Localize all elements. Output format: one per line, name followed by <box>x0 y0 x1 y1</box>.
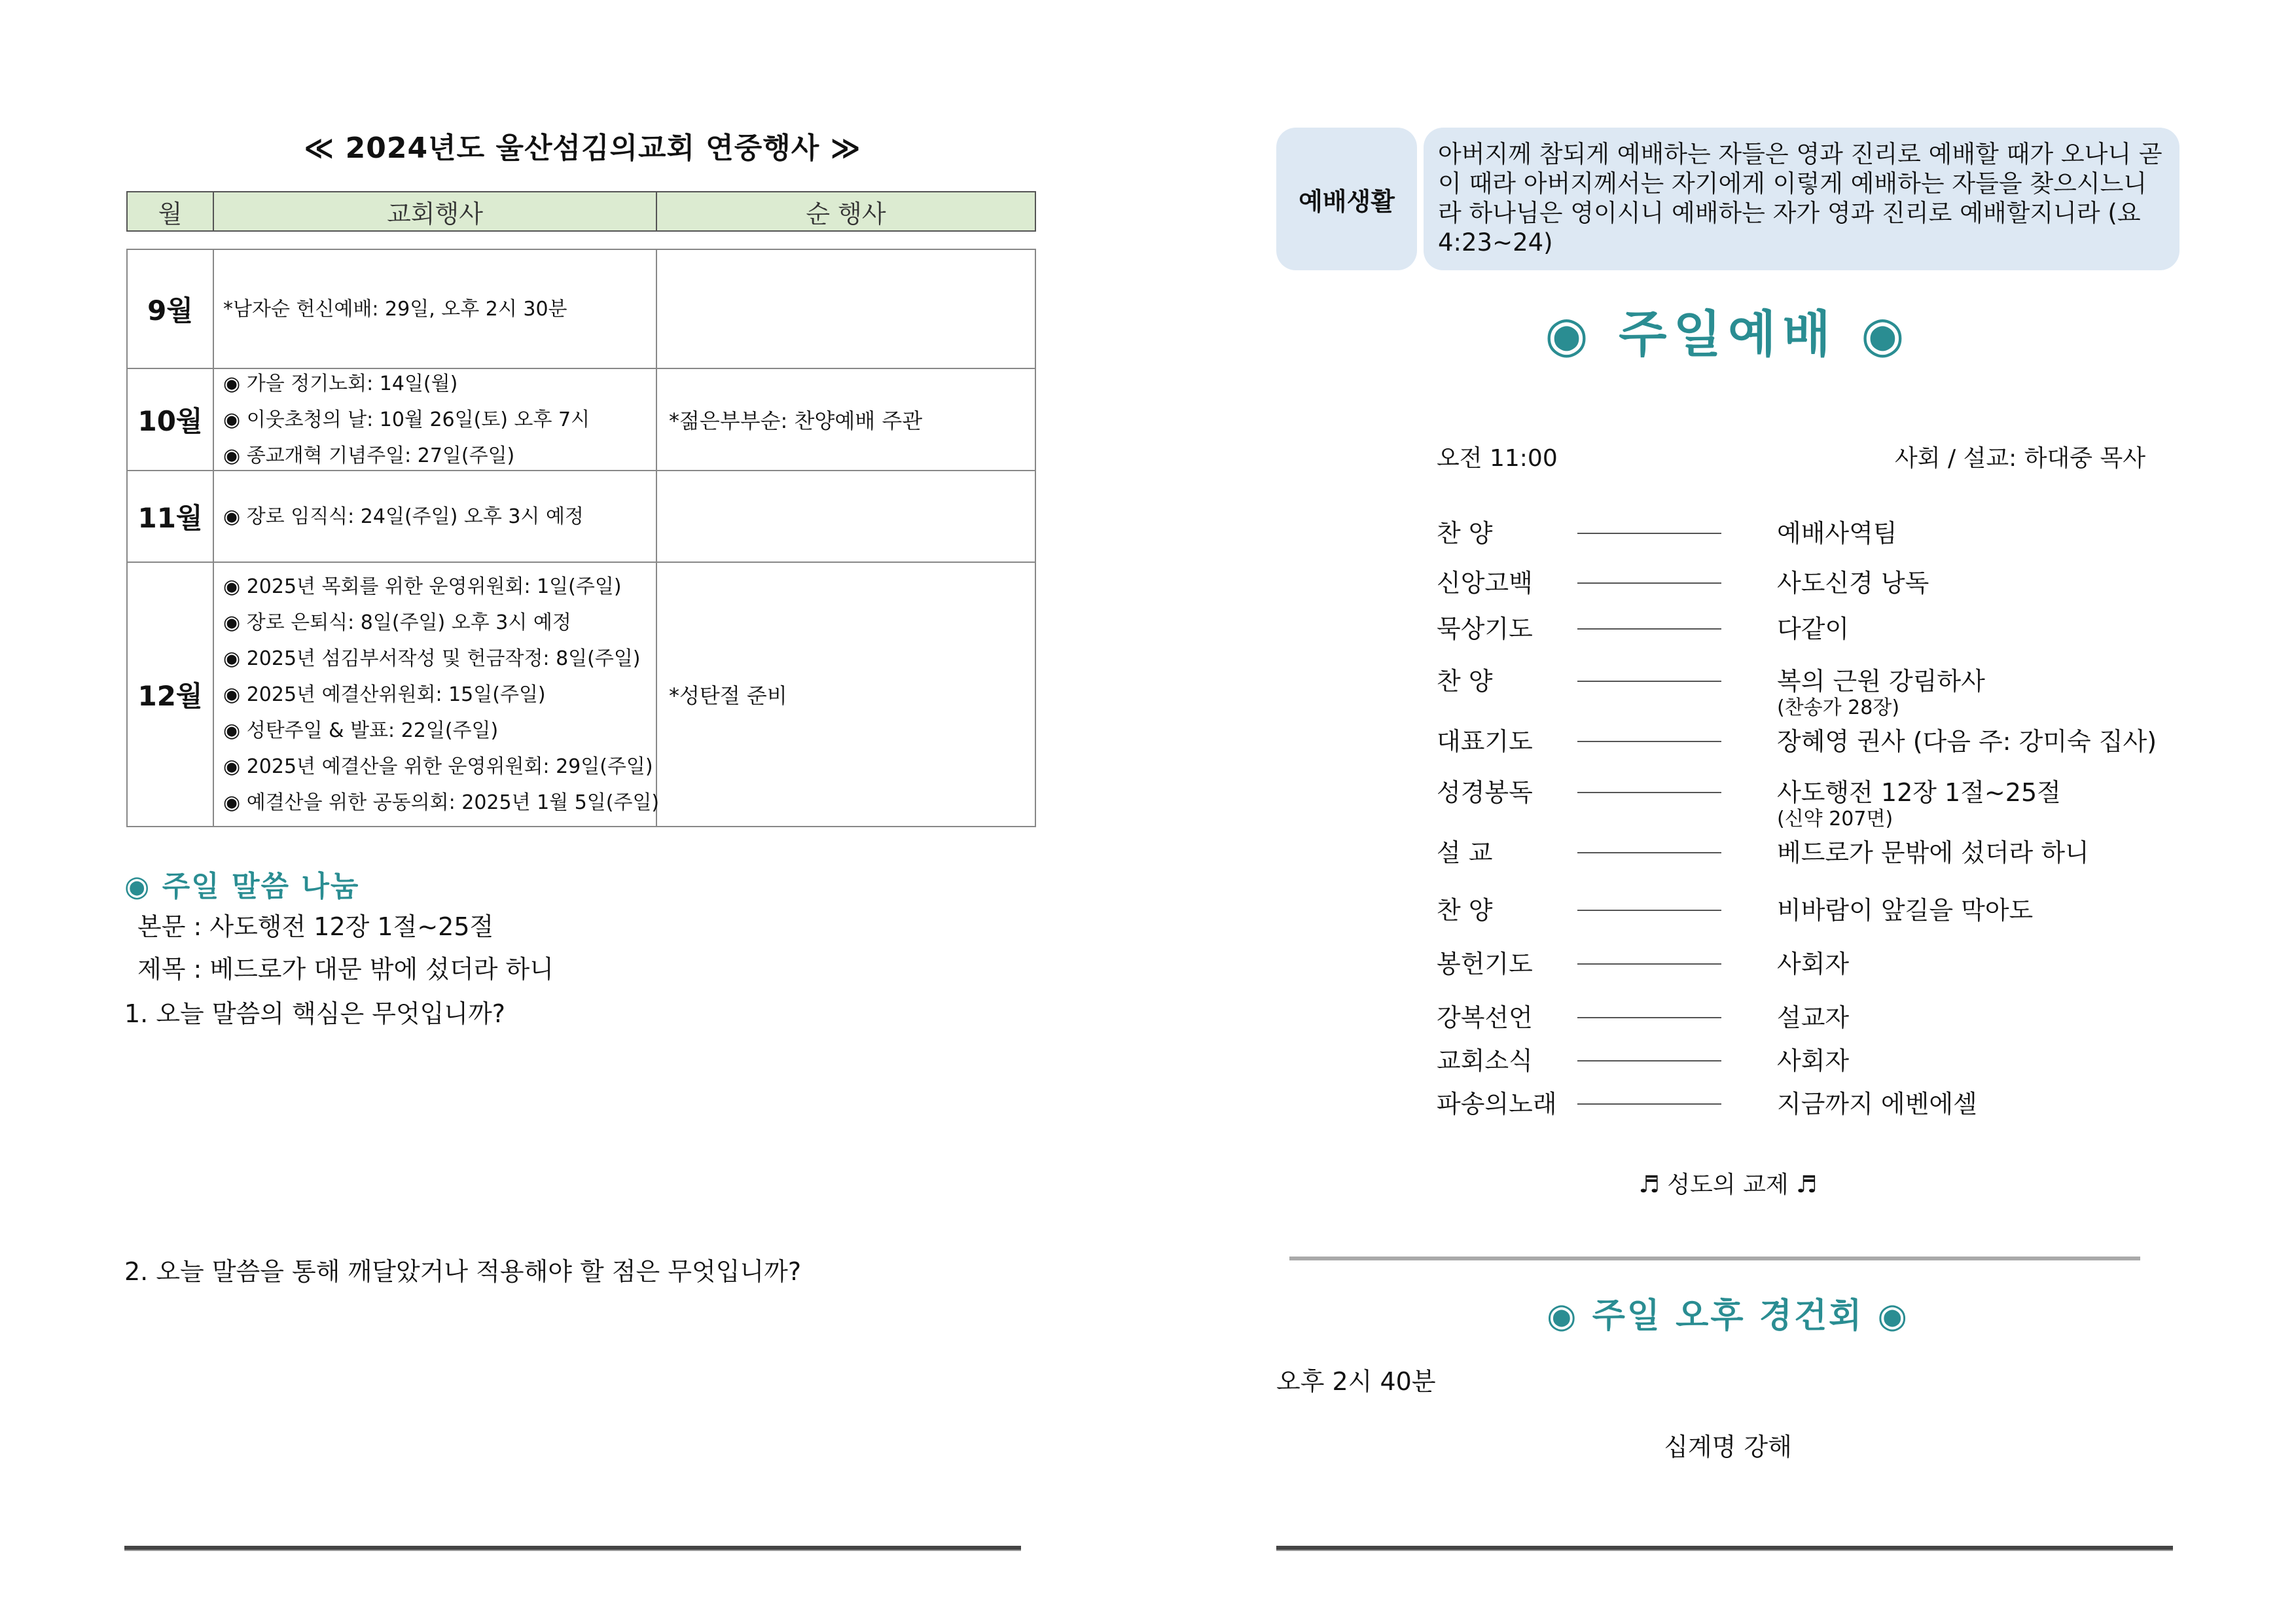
header-church-events: 교회행사 <box>214 192 657 230</box>
order-value: 예배사역팀 <box>1777 519 1897 548</box>
afternoon-service-title: ◉ 주일 오후 경건회 ◉ <box>1547 1296 1909 1336</box>
event-church-list <box>214 250 657 368</box>
order-value: 사회자 <box>1777 1046 1850 1075</box>
afternoon-service-topic: 십계명 강해 <box>1664 1433 1792 1461</box>
section-divider <box>1289 1257 2140 1260</box>
bottom-rule <box>124 1546 1021 1551</box>
order-divider <box>1577 741 1721 742</box>
event-item: ◉ 종교개혁 기념주일: 27일(주일) <box>223 444 515 467</box>
order-item: 설 교 <box>1437 838 1493 867</box>
bottom-rule <box>1276 1546 2173 1551</box>
order-divider <box>1577 852 1721 853</box>
header-month: 월 <box>128 192 214 230</box>
event-church-list <box>214 563 660 826</box>
order-divider <box>1577 963 1721 965</box>
order-item: 찬 양 <box>1437 667 1493 696</box>
service-leader: 사회 / 설교: 하대중 목사 <box>1895 445 2146 472</box>
order-note: (찬송가 28장) <box>1777 696 1900 719</box>
order-row <box>1437 772 2157 830</box>
event-dept: *젊은부부순: 찬양예배 주관 <box>669 408 923 433</box>
event-church-list <box>214 369 657 470</box>
order-divider <box>1577 792 1721 793</box>
order-row <box>1437 1084 2157 1123</box>
order-row <box>1437 513 2157 552</box>
event-dept: *성탄절 준비 <box>669 683 787 708</box>
event-item: ◉ 2025년 목회를 위한 운영위원회: 1일(주일) <box>223 575 622 598</box>
worship-life-label: 예배생활 <box>1276 128 1417 270</box>
left-page <box>124 0 1041 1623</box>
verse-box: 아버지께 참되게 예배하는 자들은 영과 진리로 예배할 때가 오나니 곧 이 때라 아버지께서는 자기에게 이렇게 예배하는 자들을 찾으시느니라 하나님은 영이시니 예배하는 자가 영과 진리로 예배할지니라 (요4:23~24) <box>1424 128 2179 270</box>
order-value: 비바람이 앞길을 막아도 <box>1777 896 2034 925</box>
event-item: ◉ 2025년 섬김부서작성 및 헌금작정: 8일(주일) <box>223 647 641 670</box>
order-row <box>1437 609 2157 648</box>
order-value: 장혜영 권사 (다음 주: 강미숙 집사) <box>1777 727 2157 756</box>
event-item: ◉ 가을 정기노회: 14일(월) <box>223 372 458 395</box>
question-1: 1. 오늘 말씀의 핵심은 무엇입니까? <box>124 999 505 1028</box>
order-row <box>1437 890 2157 929</box>
order-value: 다같이 <box>1777 615 1850 643</box>
event-row-sep <box>128 250 1035 369</box>
event-item: ◉ 성탄주일 & 발표: 22일(주일) <box>223 719 499 742</box>
order-value: 베드로가 문밖에 섰더라 하니 <box>1777 838 2089 867</box>
right-page <box>1276 0 2179 1623</box>
order-item: 찬 양 <box>1437 519 1493 548</box>
event-item: ◉ 2025년 예결산을 위한 운영위원회: 29일(주일) <box>223 755 653 778</box>
order-divider <box>1577 533 1721 534</box>
order-item: 대표기도 <box>1437 727 1533 756</box>
event-dept <box>657 250 1035 368</box>
order-value: 사도행전 12장 1절~25절 <box>1777 778 2061 807</box>
order-divider <box>1577 628 1721 630</box>
order-item: 묵상기도 <box>1437 615 1533 643</box>
order-item: 강복선언 <box>1437 1003 1533 1032</box>
order-row <box>1437 661 2157 719</box>
event-row-dec <box>128 563 1035 826</box>
order-divider <box>1577 1103 1721 1105</box>
order-divider <box>1577 681 1721 682</box>
order-item: 파송의노래 <box>1437 1090 1557 1118</box>
order-value: 지금까지 에벤에셀 <box>1777 1090 1977 1118</box>
calendar-title: ≪ 2024년도 울산섬김의교회 연중행사 ≫ <box>304 132 861 165</box>
order-value: 사회자 <box>1777 950 1850 978</box>
order-value: 설교자 <box>1777 1003 1850 1032</box>
order-row <box>1437 997 2157 1037</box>
order-row <box>1437 832 2157 872</box>
order-row <box>1437 1041 2157 1080</box>
sunday-worship-title: ◉ 주일예배 ◉ <box>1545 305 1911 363</box>
calendar-header <box>126 191 1036 232</box>
sermon-subject: 제목 : 베드로가 대문 밖에 섰더라 하니 <box>137 955 554 984</box>
event-month: 12월 <box>128 563 214 826</box>
event-month: 9월 <box>128 250 214 368</box>
order-value: 사도신경 낭독 <box>1777 569 1929 597</box>
order-value: 복의 근원 강림하사 <box>1777 667 1985 696</box>
event-dept <box>657 471 1035 562</box>
order-item: 봉헌기도 <box>1437 950 1533 978</box>
order-row <box>1437 721 2157 760</box>
sermon-sharing-title: ◉ 주일 말씀 나눔 <box>124 870 360 903</box>
event-item: ◉ 장로 임직식: 24일(주일) 오후 3시 예정 <box>223 505 584 528</box>
afternoon-service-time: 오후 2시 40분 <box>1276 1367 1436 1396</box>
service-time: 오전 11:00 <box>1437 445 1558 472</box>
order-item: 교회소식 <box>1437 1046 1533 1075</box>
events-table <box>126 249 1036 827</box>
fellowship-note: ♬ 성도의 교제 ♬ <box>1638 1171 1818 1198</box>
event-church-list <box>214 471 657 562</box>
order-divider <box>1577 582 1721 584</box>
order-row <box>1437 944 2157 983</box>
header-dept-events: 순 행사 <box>806 199 886 228</box>
order-note: (신약 207면) <box>1777 808 1893 830</box>
scripture-text: 본문 : 사도행전 12장 1절~25절 <box>137 912 494 941</box>
order-divider <box>1577 910 1721 911</box>
question-2: 2. 오늘 말씀을 통해 깨달았거나 적용해야 할 점은 무엇입니까? <box>124 1257 802 1286</box>
order-row <box>1437 563 2157 602</box>
event-month: 10월 <box>128 369 214 470</box>
order-item: 성경봉독 <box>1437 778 1533 807</box>
event-month: 11월 <box>128 471 214 562</box>
event-row-oct <box>128 369 1035 471</box>
event-item: ◉ 이웃초청의 날: 10월 26일(토) 오후 7시 <box>223 408 590 431</box>
event-item: ◉ 예결산을 위한 공동의회: 2025년 1월 5일(주일) <box>223 791 660 814</box>
event-item: ◉ 장로 은퇴식: 8일(주일) 오후 3시 예정 <box>223 611 571 634</box>
order-divider <box>1577 1017 1721 1018</box>
order-divider <box>1577 1060 1721 1061</box>
event-item: ◉ 2025년 예결산위원회: 15일(주일) <box>223 683 546 706</box>
order-item: 찬 양 <box>1437 896 1493 925</box>
order-item: 신앙고백 <box>1437 569 1533 597</box>
event-row-nov <box>128 471 1035 563</box>
event-item: *남자순 헌신예배: 29일, 오후 2시 30분 <box>223 297 567 321</box>
